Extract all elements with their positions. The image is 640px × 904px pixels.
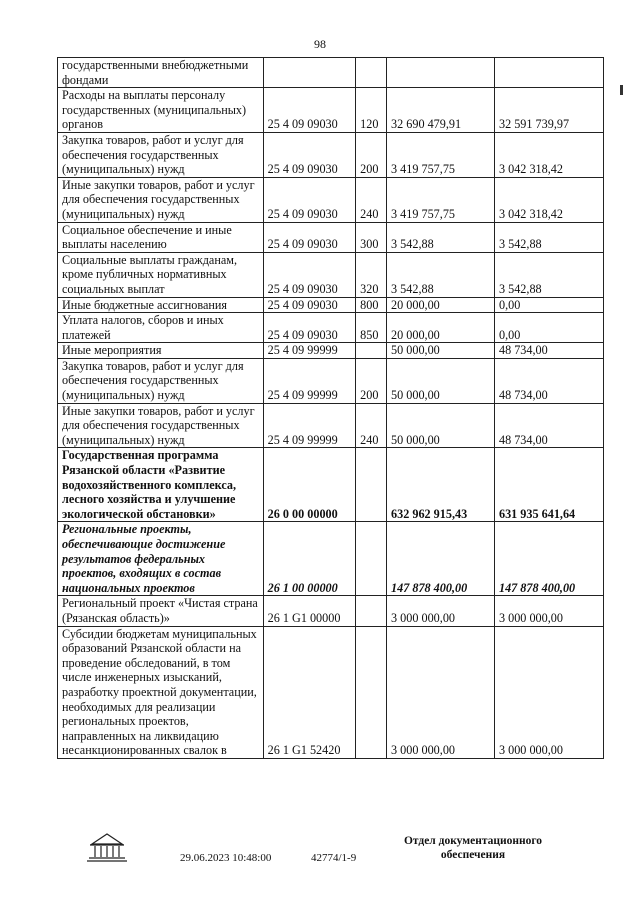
- table-row: [58, 58, 604, 88]
- row-code: 25 4 09 09030: [263, 297, 356, 313]
- row-amount-planned: 147 878 400,00: [387, 522, 495, 596]
- row-expense-type: 120: [356, 88, 387, 133]
- table-row: [58, 88, 604, 133]
- row-expense-type: 240: [356, 403, 387, 448]
- row-expense-type: 800: [356, 297, 387, 313]
- table-row: [58, 403, 604, 448]
- row-amount-planned: 20 000,00: [387, 313, 495, 343]
- page-number: 98: [314, 37, 326, 51]
- archive-building-icon: [86, 830, 128, 864]
- row-expense-type: 200: [356, 132, 387, 177]
- footer-department: Отдел документационного обеспечения: [403, 835, 543, 861]
- table-row: [58, 297, 604, 313]
- row-amount-planned: 50 000,00: [387, 358, 495, 403]
- row-name: Социальное обеспечение и иные выплаты населению: [58, 222, 264, 252]
- table-row: [58, 222, 604, 252]
- row-amount-actual: 3 042 318,42: [494, 177, 603, 222]
- row-amount-actual: 48 734,00: [494, 358, 603, 403]
- row-amount-planned: 32 690 479,91: [387, 88, 495, 133]
- row-amount-planned: 3 000 000,00: [387, 596, 495, 626]
- row-code: 25 4 09 09030: [263, 177, 356, 222]
- row-name: Расходы на выплаты персоналу государственных (муниципальных) органов: [58, 88, 264, 133]
- row-expense-type: [356, 448, 387, 522]
- row-amount-actual: 3 000 000,00: [494, 596, 603, 626]
- row-amount-planned: 632 962 915,43: [387, 448, 495, 522]
- row-name: Иные закупки товаров, работ и услуг для обеспечения государственных (муниципальных) нужд: [58, 177, 264, 222]
- row-code: 25 4 09 09030: [263, 88, 356, 133]
- table-row: [58, 177, 604, 222]
- row-code: 25 4 09 99999: [263, 358, 356, 403]
- row-code: 25 4 09 09030: [263, 313, 356, 343]
- margin-mark: [620, 85, 623, 95]
- budget-table: [57, 57, 604, 759]
- row-name: Уплата налогов, сборов и иных платежей: [58, 313, 264, 343]
- table-row: [58, 132, 604, 177]
- row-name: Иные бюджетные ассигнования: [58, 297, 264, 313]
- row-code: 25 4 09 99999: [263, 403, 356, 448]
- row-code: 26 1 G1 52420: [263, 626, 356, 758]
- row-expense-type: [356, 596, 387, 626]
- row-expense-type: [356, 58, 387, 88]
- table-row: [58, 313, 604, 343]
- table-row: [58, 522, 604, 596]
- row-expense-type: [356, 522, 387, 596]
- footer-date: 29.06.2023 10:48:00: [180, 852, 272, 864]
- row-amount-actual: 3 542,88: [494, 222, 603, 252]
- row-amount-actual: 3 542,88: [494, 252, 603, 297]
- row-amount-planned: 3 419 757,75: [387, 177, 495, 222]
- row-amount-actual: 0,00: [494, 297, 603, 313]
- table-row: [58, 596, 604, 626]
- row-name: Субсидии бюджетам муниципальных образований Рязанской области на проведение обследований, в том числе инженерных изысканий, разработку проектной документации, необходимых для реализации региональных проектов, направленных на ликвидацию несанкционированных свалок в: [58, 626, 264, 758]
- row-amount-planned: 3 542,88: [387, 222, 495, 252]
- row-amount-actual: 32 591 739,97: [494, 88, 603, 133]
- row-amount-planned: 20 000,00: [387, 297, 495, 313]
- row-name: Закупка товаров, работ и услуг для обеспечения государственных (муниципальных) нужд: [58, 358, 264, 403]
- row-amount-actual: [494, 58, 603, 88]
- row-code: 25 4 09 09030: [263, 252, 356, 297]
- table-row: [58, 343, 604, 359]
- row-expense-type: [356, 626, 387, 758]
- row-expense-type: [356, 343, 387, 359]
- row-name: Государственная программа Рязанской области «Развитие водохозяйственного комплекса, лесного хозяйства и улучшение экологической обстановки»: [58, 448, 264, 522]
- row-code: 25 4 09 09030: [263, 222, 356, 252]
- row-name: государственными внебюджетными фондами: [58, 58, 264, 88]
- table-body: [58, 58, 604, 759]
- row-amount-actual: 147 878 400,00: [494, 522, 603, 596]
- row-expense-type: 300: [356, 222, 387, 252]
- row-amount-planned: 3 542,88: [387, 252, 495, 297]
- row-name: Региональный проект «Чистая страна (Рязанская область)»: [58, 596, 264, 626]
- table-row: [58, 626, 604, 758]
- row-amount-actual: 631 935 641,64: [494, 448, 603, 522]
- row-expense-type: 320: [356, 252, 387, 297]
- row-amount-actual: 3 042 318,42: [494, 132, 603, 177]
- row-amount-planned: 3 000 000,00: [387, 626, 495, 758]
- row-code: 25 4 09 09030: [263, 132, 356, 177]
- row-code: 26 1 00 00000: [263, 522, 356, 596]
- row-expense-type: 240: [356, 177, 387, 222]
- row-name: Региональные проекты, обеспечивающие достижение результатов федеральных проектов, входящих в состав национальных проектов: [58, 522, 264, 596]
- row-amount-planned: [387, 58, 495, 88]
- row-code: 26 1 G1 00000: [263, 596, 356, 626]
- row-name: Социальные выплаты гражданам, кроме публичных нормативных социальных выплат: [58, 252, 264, 297]
- table-row: [58, 448, 604, 522]
- row-amount-planned: 3 419 757,75: [387, 132, 495, 177]
- row-expense-type: 200: [356, 358, 387, 403]
- row-amount-actual: 3 000 000,00: [494, 626, 603, 758]
- row-code: 26 0 00 00000: [263, 448, 356, 522]
- row-amount-actual: 48 734,00: [494, 343, 603, 359]
- table-row: [58, 358, 604, 403]
- row-amount-actual: 48 734,00: [494, 403, 603, 448]
- row-name: Закупка товаров, работ и услуг для обеспечения государственных (муниципальных) нужд: [58, 132, 264, 177]
- row-expense-type: 850: [356, 313, 387, 343]
- row-amount-actual: 0,00: [494, 313, 603, 343]
- row-amount-planned: 50 000,00: [387, 403, 495, 448]
- row-amount-planned: 50 000,00: [387, 343, 495, 359]
- row-code: [263, 58, 356, 88]
- footer-doc-number: 42774/1-9: [311, 852, 357, 864]
- row-name: Иные закупки товаров, работ и услуг для обеспечения государственных (муниципальных) нужд: [58, 403, 264, 448]
- table-row: [58, 252, 604, 297]
- row-code: 25 4 09 99999: [263, 343, 356, 359]
- row-name: Иные мероприятия: [58, 343, 264, 359]
